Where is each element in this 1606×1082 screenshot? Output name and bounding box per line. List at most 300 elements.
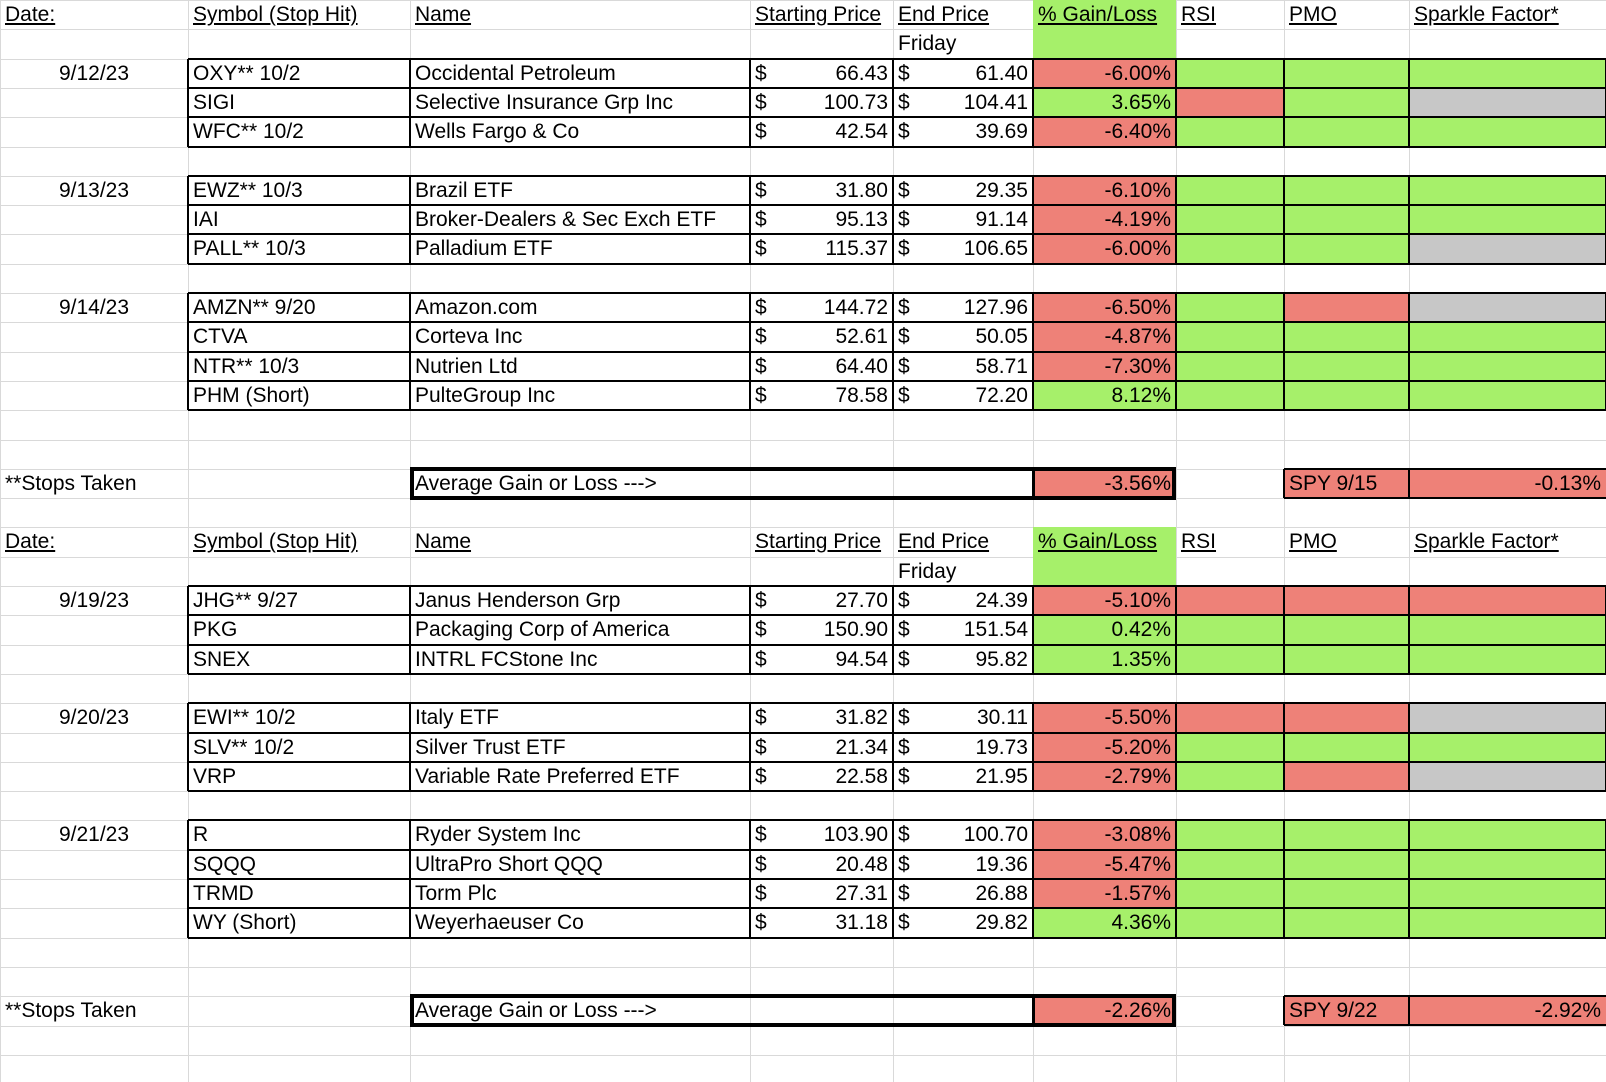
pmo-signal-cell [1284, 88, 1409, 117]
pmo-signal-cell [1284, 820, 1409, 849]
start-price: 52.61 [835, 325, 888, 348]
start-price: 103.90 [823, 823, 888, 846]
end-currency: $ [898, 325, 910, 348]
cell-border [409, 586, 411, 674]
start-currency: $ [755, 355, 767, 378]
cell-border [188, 233, 1606, 235]
start-currency: $ [755, 384, 767, 407]
start-currency: $ [755, 736, 767, 759]
start-price: 20.48 [835, 853, 888, 876]
rsi-signal-cell [1176, 850, 1284, 879]
symbol-cell: SIGI [193, 91, 236, 114]
start-price: 21.34 [835, 736, 888, 759]
symbol-cell: PALL** 10/3 [193, 237, 306, 260]
name-cell: Palladium ETF [415, 237, 553, 260]
cell-border [188, 146, 1606, 148]
end-currency: $ [898, 589, 910, 612]
cell-border [1408, 469, 1410, 498]
gain-cell: 8.12% [1111, 384, 1171, 407]
end-currency: $ [898, 882, 910, 905]
end-currency: $ [898, 237, 910, 260]
name-cell: Nutrien Ltd [415, 355, 518, 378]
cell-border [749, 59, 751, 147]
cell-border [1408, 59, 1410, 147]
pmo-signal-cell [1284, 59, 1409, 88]
subheader-friday: Friday [898, 32, 957, 55]
rsi-signal-cell [1176, 879, 1284, 908]
rsi-signal-cell [1176, 645, 1284, 674]
pmo-signal-cell [1284, 850, 1409, 879]
pmo-signal-cell [1284, 645, 1409, 674]
pmo-signal-cell [1284, 615, 1409, 644]
header-start: Starting Price [755, 3, 882, 26]
start-currency: $ [755, 589, 767, 612]
cell-border [187, 59, 189, 147]
gain-cell: -5.20% [1104, 736, 1171, 759]
cell-border [1408, 176, 1410, 264]
gridline [0, 557, 1606, 558]
sparkle-signal-cell [1409, 879, 1606, 908]
end-price: 24.39 [975, 589, 1028, 612]
cell-border [1408, 996, 1410, 1025]
gain-cell: -1.57% [1104, 882, 1171, 905]
header-symbol: Symbol (Stop Hit) [193, 3, 358, 26]
header-name: Name [415, 3, 472, 26]
name-cell: Broker-Dealers & Sec Exch ETF [415, 208, 717, 231]
start-currency: $ [755, 325, 767, 348]
gain-cell: 4.36% [1111, 911, 1171, 934]
name-cell: PulteGroup Inc [415, 384, 556, 407]
start-price: 66.43 [835, 62, 888, 85]
sparkle-signal-cell [1409, 176, 1606, 205]
sparkle-signal-cell [1409, 615, 1606, 644]
average-label: Average Gain or Loss ---> [415, 472, 657, 495]
start-price: 95.13 [835, 208, 888, 231]
pmo-signal-cell [1284, 117, 1409, 146]
cell-border [1032, 820, 1034, 938]
gain-cell: -5.10% [1104, 589, 1171, 612]
group-date: 9/21/23 [58, 823, 130, 846]
cell-border [1283, 469, 1285, 498]
sparkle-signal-cell [1409, 322, 1606, 351]
cell-border [1284, 497, 1606, 499]
symbol-cell: PKG [193, 618, 238, 641]
name-cell: Packaging Corp of America [415, 618, 670, 641]
cell-border [1175, 820, 1177, 938]
start-currency: $ [755, 237, 767, 260]
gain-cell: 0.42% [1111, 618, 1171, 641]
symbol-cell: WY (Short) [193, 911, 297, 934]
cell-border [1283, 703, 1285, 791]
start-price: 27.31 [835, 882, 888, 905]
spy-label: SPY 9/15 [1289, 472, 1378, 495]
start-price: 64.40 [835, 355, 888, 378]
cell-border [1283, 996, 1285, 1025]
cell-border [1175, 293, 1177, 410]
cell-border [188, 644, 1606, 646]
cell-border [188, 614, 1606, 616]
cell-border [188, 878, 1606, 880]
symbol-cell: EWI** 10/2 [193, 706, 296, 729]
symbol-cell: CTVA [193, 325, 248, 348]
end-price: 100.70 [963, 823, 1028, 846]
spy-label: SPY 9/22 [1289, 999, 1378, 1022]
name-cell: Amazon.com [415, 296, 538, 319]
cell-border [188, 58, 1606, 60]
end-currency: $ [898, 765, 910, 788]
end-currency: $ [898, 179, 910, 202]
start-currency: $ [755, 853, 767, 876]
symbol-cell: PHM (Short) [193, 384, 310, 407]
symbol-cell: IAI [193, 208, 219, 231]
end-price: 39.69 [975, 120, 1028, 143]
cell-border [1283, 176, 1285, 264]
group-date: 9/13/23 [58, 179, 130, 202]
start-currency: $ [755, 296, 767, 319]
sparkle-signal-cell [1409, 850, 1606, 879]
end-currency: $ [898, 618, 910, 641]
cell-border [1175, 586, 1177, 674]
cell-border [188, 585, 1606, 587]
pmo-signal-cell [1284, 703, 1409, 732]
group-date: 9/19/23 [58, 589, 130, 612]
cell-border [187, 820, 189, 938]
rsi-signal-cell [1176, 586, 1284, 615]
symbol-cell: NTR** 10/3 [193, 355, 300, 378]
symbol-cell: VRP [193, 765, 237, 788]
average-label: Average Gain or Loss ---> [415, 999, 657, 1022]
gain-cell: -6.50% [1104, 296, 1171, 319]
end-price: 29.35 [975, 179, 1028, 202]
pmo-signal-cell [1284, 205, 1409, 234]
pmo-signal-cell [1284, 586, 1409, 615]
start-currency: $ [755, 882, 767, 905]
gain-cell: -3.08% [1104, 823, 1171, 846]
header-gain: % Gain/Loss [1038, 530, 1158, 553]
group-date: 9/14/23 [58, 296, 130, 319]
header-end: End Price [898, 3, 990, 26]
end-currency: $ [898, 91, 910, 114]
end-price: 58.71 [975, 355, 1028, 378]
end-price: 127.96 [963, 296, 1028, 319]
cell-border [1175, 176, 1177, 264]
name-cell: Ryder System Inc [415, 823, 581, 846]
cell-border [187, 176, 189, 264]
sparkle-signal-cell [1409, 703, 1606, 732]
end-currency: $ [898, 296, 910, 319]
end-currency: $ [898, 62, 910, 85]
gain-cell: -5.47% [1104, 853, 1171, 876]
cell-border [188, 702, 1606, 704]
start-currency: $ [755, 91, 767, 114]
gain-cell: -6.10% [1104, 179, 1171, 202]
start-price: 78.58 [835, 384, 888, 407]
cell-border [749, 703, 751, 791]
cell-border [187, 703, 189, 791]
header-gain: % Gain/Loss [1038, 3, 1158, 26]
cell-border [188, 761, 1606, 763]
rsi-signal-cell [1176, 205, 1284, 234]
sparkle-signal-cell [1409, 733, 1606, 762]
average-value: -2.26% [1104, 999, 1171, 1022]
start-currency: $ [755, 706, 767, 729]
pmo-signal-cell [1284, 176, 1409, 205]
cell-border [1032, 703, 1034, 791]
sparkle-signal-cell [1409, 352, 1606, 381]
start-price: 100.73 [823, 91, 888, 114]
cell-border [187, 586, 189, 674]
rsi-signal-cell [1176, 615, 1284, 644]
sparkle-signal-cell [1409, 586, 1606, 615]
rsi-signal-cell [1176, 352, 1284, 381]
name-cell: Weyerhaeuser Co [415, 911, 584, 934]
start-price: 31.80 [835, 179, 888, 202]
cell-border [1032, 586, 1034, 674]
start-price: 31.82 [835, 706, 888, 729]
cell-border [187, 293, 189, 410]
cell-border [188, 937, 1606, 939]
start-currency: $ [755, 765, 767, 788]
cell-border [1175, 59, 1177, 147]
cell-border [1032, 59, 1034, 147]
name-cell: Torm Plc [415, 882, 497, 905]
end-price: 19.36 [975, 853, 1028, 876]
header-rsi: RSI [1181, 530, 1217, 553]
end-currency: $ [898, 355, 910, 378]
cell-border [892, 176, 894, 264]
cell-border [188, 380, 1606, 382]
gain-cell: -2.79% [1104, 765, 1171, 788]
gain-cell: -4.87% [1104, 325, 1171, 348]
stops-taken-note: **Stops Taken [5, 999, 137, 1022]
cell-border [188, 263, 1606, 265]
sparkle-signal-cell [1409, 762, 1606, 791]
sparkle-signal-cell [1409, 293, 1606, 322]
cell-border [1408, 293, 1410, 410]
header-end: End Price [898, 530, 990, 553]
pmo-signal-cell [1284, 733, 1409, 762]
start-currency: $ [755, 179, 767, 202]
sparkle-signal-cell [1409, 234, 1606, 263]
gridline [0, 1055, 1606, 1056]
sparkle-signal-cell [1409, 908, 1606, 937]
end-price: 26.88 [975, 882, 1028, 905]
gain-cell: -7.30% [1104, 355, 1171, 378]
end-currency: $ [898, 384, 910, 407]
pmo-signal-cell [1284, 879, 1409, 908]
end-currency: $ [898, 853, 910, 876]
end-price: 91.14 [975, 208, 1028, 231]
gain-cell: -6.40% [1104, 120, 1171, 143]
start-currency: $ [755, 823, 767, 846]
cell-border [188, 204, 1606, 206]
name-cell: Corteva Inc [415, 325, 523, 348]
rsi-signal-cell [1176, 733, 1284, 762]
symbol-cell: WFC** 10/2 [193, 120, 304, 143]
start-currency: $ [755, 648, 767, 671]
end-price: 106.65 [963, 237, 1028, 260]
name-cell: Wells Fargo & Co [415, 120, 580, 143]
cell-border [1032, 293, 1034, 410]
cell-border [1032, 176, 1034, 264]
end-currency: $ [898, 208, 910, 231]
subheader-friday: Friday [898, 560, 957, 583]
cell-border [892, 703, 894, 791]
end-currency: $ [898, 648, 910, 671]
symbol-cell: SQQQ [193, 853, 257, 876]
cell-border [409, 176, 411, 264]
name-cell: Occidental Petroleum [415, 62, 616, 85]
name-cell: Brazil ETF [415, 179, 514, 202]
symbol-cell: OXY** 10/2 [193, 62, 301, 85]
cell-border [1283, 586, 1285, 674]
rsi-signal-cell [1176, 381, 1284, 410]
gridline [0, 967, 1606, 968]
end-currency: $ [898, 911, 910, 934]
cell-border [1283, 820, 1285, 938]
cell-border [1408, 586, 1410, 674]
gain-cell: -4.19% [1104, 208, 1171, 231]
name-cell: Silver Trust ETF [415, 736, 566, 759]
sparkle-signal-cell [1409, 381, 1606, 410]
cell-border [749, 293, 751, 410]
sparkle-signal-cell [1409, 820, 1606, 849]
cell-border [188, 732, 1606, 734]
symbol-cell: EWZ** 10/3 [193, 179, 303, 202]
gain-cell: -6.00% [1104, 237, 1171, 260]
name-cell: UltraPro Short QQQ [415, 853, 603, 876]
cell-border [409, 703, 411, 791]
pmo-signal-cell [1284, 381, 1409, 410]
cell-border [188, 116, 1606, 118]
cell-border [892, 586, 894, 674]
cell-border [1032, 996, 1035, 1025]
group-date: 9/12/23 [58, 62, 130, 85]
end-price: 72.20 [975, 384, 1028, 407]
start-currency: $ [755, 618, 767, 641]
rsi-signal-cell [1176, 293, 1284, 322]
sparkle-signal-cell [1409, 59, 1606, 88]
rsi-signal-cell [1176, 762, 1284, 791]
pmo-signal-cell [1284, 762, 1409, 791]
sparkle-signal-cell [1409, 117, 1606, 146]
start-currency: $ [755, 208, 767, 231]
cell-border [1283, 293, 1285, 410]
header-start: Starting Price [755, 530, 882, 553]
cell-border [749, 176, 751, 264]
rsi-signal-cell [1176, 117, 1284, 146]
rsi-signal-cell [1176, 322, 1284, 351]
header-sparkle: Sparkle Factor* [1414, 530, 1559, 553]
symbol-cell: SNEX [193, 648, 251, 671]
header-date: Date: [5, 3, 56, 26]
cell-border [188, 292, 1606, 294]
name-cell: Italy ETF [415, 706, 500, 729]
cell-border [892, 820, 894, 938]
pmo-signal-cell [1284, 908, 1409, 937]
symbol-cell: R [193, 823, 209, 846]
cell-border [188, 175, 1606, 177]
rsi-signal-cell [1176, 176, 1284, 205]
end-price: 104.41 [963, 91, 1028, 114]
spy-value: -0.13% [1534, 472, 1601, 495]
symbol-cell: JHG** 9/27 [193, 589, 299, 612]
rsi-signal-cell [1176, 820, 1284, 849]
cell-border [1408, 703, 1410, 791]
cell-border [1283, 59, 1285, 147]
stops-taken-note: **Stops Taken [5, 472, 137, 495]
end-price: 50.05 [975, 325, 1028, 348]
name-cell: Janus Henderson Grp [415, 589, 621, 612]
cell-border [188, 907, 1606, 909]
rsi-signal-cell [1176, 703, 1284, 732]
cell-border [749, 820, 751, 938]
pmo-signal-cell [1284, 293, 1409, 322]
end-price: 21.95 [975, 765, 1028, 788]
cell-border [409, 820, 411, 938]
cell-border [1284, 995, 1606, 997]
symbol-cell: AMZN** 9/20 [193, 296, 316, 319]
cell-border [1284, 468, 1606, 470]
cell-border [188, 87, 1606, 89]
name-cell: INTRL FCStone Inc [415, 648, 598, 671]
start-price: 22.58 [835, 765, 888, 788]
end-currency: $ [898, 706, 910, 729]
cell-border [188, 790, 1606, 792]
cell-border [892, 59, 894, 147]
rsi-signal-cell [1176, 908, 1284, 937]
cell-border [749, 586, 751, 674]
gain-cell: -5.50% [1104, 706, 1171, 729]
gridline [0, 440, 1606, 441]
spy-value: -2.92% [1534, 999, 1601, 1022]
start-price: 150.90 [823, 618, 888, 641]
gain-cell: -6.00% [1104, 62, 1171, 85]
average-value: -3.56% [1104, 472, 1171, 495]
name-cell: Selective Insurance Grp Inc [415, 91, 673, 114]
gridline [0, 0, 1, 1082]
header-sparkle: Sparkle Factor* [1414, 3, 1559, 26]
group-date: 9/20/23 [58, 706, 130, 729]
header-pmo: PMO [1289, 530, 1337, 553]
start-price: 42.54 [835, 120, 888, 143]
start-price: 94.54 [835, 648, 888, 671]
header-rsi: RSI [1181, 3, 1217, 26]
symbol-cell: TRMD [193, 882, 254, 905]
gain-cell: 1.35% [1111, 648, 1171, 671]
cell-border [409, 59, 411, 147]
header-name: Name [415, 530, 472, 553]
cell-border [1175, 703, 1177, 791]
start-currency: $ [755, 62, 767, 85]
cell-border [1284, 1024, 1606, 1026]
end-currency: $ [898, 823, 910, 846]
cell-border [1408, 820, 1410, 938]
name-cell: Variable Rate Preferred ETF [415, 765, 680, 788]
header-date: Date: [5, 530, 56, 553]
rsi-signal-cell [1176, 88, 1284, 117]
end-currency: $ [898, 120, 910, 143]
cell-border [188, 321, 1606, 323]
gain-cell: 3.65% [1111, 91, 1171, 114]
header-symbol: Symbol (Stop Hit) [193, 530, 358, 553]
end-price: 19.73 [975, 736, 1028, 759]
end-price: 151.54 [963, 618, 1028, 641]
cell-border [188, 819, 1606, 821]
sparkle-signal-cell [1409, 205, 1606, 234]
cell-border [188, 673, 1606, 675]
end-price: 61.40 [975, 62, 1028, 85]
